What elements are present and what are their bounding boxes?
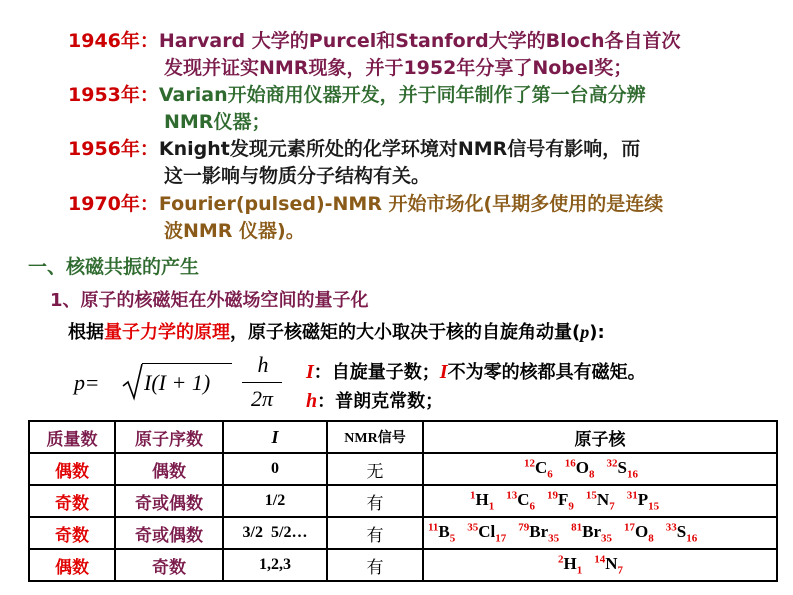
- note-text: ：普朗克常数；: [317, 391, 444, 412]
- nuclide: [467, 521, 507, 545]
- formula-lhs: p: [74, 370, 85, 395]
- mass-number: 35: [467, 521, 479, 534]
- atomic-number: 17: [495, 532, 507, 545]
- para-text: 根据: [68, 322, 104, 343]
- cell-atomic: 奇数: [115, 549, 223, 581]
- history-text: 这一影响与物质分子结构有关。: [164, 165, 431, 187]
- header-spin: I: [223, 421, 327, 453]
- element-symbol: Cl: [478, 522, 496, 542]
- note-text: ：自旋量子数；: [313, 362, 440, 383]
- note-spin: [306, 358, 646, 384]
- nuclide: [594, 553, 624, 577]
- sqrt-sign-icon: [122, 362, 144, 402]
- year-label: 1970年：: [68, 193, 159, 215]
- mass-number: 11: [428, 521, 439, 534]
- nuclide: [624, 521, 654, 545]
- cell-atomic: 奇或偶数: [115, 517, 223, 549]
- element-symbol: O: [575, 458, 590, 478]
- nuclide: [470, 489, 495, 513]
- cell-signal: 有: [327, 549, 423, 581]
- table-row: [29, 453, 777, 485]
- history-1956: [68, 136, 788, 190]
- formula-sqrt: I(I + 1): [144, 370, 211, 395]
- atomic-number: 9: [568, 500, 574, 513]
- atomic-number: 6: [547, 468, 553, 481]
- element-symbol: B: [438, 522, 450, 542]
- atomic-number: 1: [488, 500, 495, 513]
- atomic-number: 8: [589, 468, 595, 481]
- mass-number: 2: [558, 553, 564, 566]
- nuclide: [564, 457, 595, 481]
- element-symbol: N: [605, 554, 618, 574]
- fraction-bar: [242, 382, 282, 383]
- history-text: Fourier(pulsed)-NMR 开始市场化(早期多使用的是连续: [158, 193, 664, 215]
- mass-number: 81: [571, 521, 583, 534]
- element-symbol: P: [637, 490, 649, 510]
- para-var: p: [580, 322, 590, 342]
- header-atomic: 原子序数: [115, 421, 223, 453]
- cell-mass: 偶数: [29, 549, 115, 581]
- history-1970: [68, 191, 788, 245]
- element-symbol: N: [596, 490, 610, 510]
- year-label: 1946年：: [68, 30, 159, 52]
- history-text: Varian开始商用仪器开发，并于同年制作了第一台高分辨: [158, 84, 646, 106]
- mass-number: 19: [547, 489, 559, 502]
- cell-spin: 1,2,3: [223, 549, 327, 581]
- element-symbol: Br: [582, 522, 602, 542]
- nuclide: [606, 457, 638, 481]
- cell-mass: 奇数: [29, 517, 115, 549]
- history-1953: [68, 82, 788, 136]
- intro-paragraph: [68, 318, 605, 344]
- header-mass: 质量数: [29, 421, 115, 453]
- table-header-row: [29, 421, 777, 453]
- cell-signal: 无: [327, 453, 423, 485]
- nuclide: [585, 489, 615, 513]
- history-text: 波NMR 仪器)。: [164, 220, 305, 242]
- cell-nuclei: [423, 549, 777, 581]
- atomic-number: 15: [648, 500, 660, 513]
- year-label: 1956年：: [68, 138, 159, 160]
- cell-nuclei: [423, 485, 777, 517]
- cell-spin: 0: [223, 453, 327, 485]
- element-symbol: C: [535, 458, 548, 478]
- year-label: 1953年：: [68, 84, 159, 106]
- formula-num: h: [257, 352, 269, 377]
- atomic-number: 5: [449, 532, 456, 545]
- history-1946: [68, 28, 788, 82]
- mass-number: 33: [665, 521, 677, 534]
- nuclide: [524, 457, 553, 481]
- atomic-number: 35: [601, 532, 613, 545]
- note-symbol: I: [306, 361, 314, 383]
- mass-number: 13: [506, 489, 518, 502]
- history-text: NMR仪器；: [164, 111, 271, 133]
- para-text: ，原子核磁矩的大小取决于核的自旋角动量(: [230, 322, 581, 343]
- mass-number: 31: [626, 489, 638, 502]
- element-symbol: S: [676, 522, 687, 542]
- mass-number: 17: [624, 521, 636, 534]
- note-symbol: h: [306, 390, 318, 412]
- nuclide: [506, 489, 536, 513]
- para-text: ):: [589, 322, 605, 343]
- table-row: [29, 549, 777, 581]
- formula-eq: =: [86, 370, 99, 395]
- atomic-number: 6: [529, 500, 536, 513]
- header-nuclei: 原子核: [423, 421, 777, 453]
- history-text: 发现并证实NMR现象，并于1952年分享了Nobel奖；: [164, 57, 633, 79]
- cell-signal: 有: [327, 485, 423, 517]
- subsection-title: 1、原子的核磁矩在外磁场空间的量子化: [50, 290, 369, 311]
- table-row: [29, 485, 777, 517]
- cell-nuclei: [423, 453, 777, 485]
- atomic-number: 1: [576, 564, 583, 577]
- sqrt-bar: [142, 363, 232, 364]
- atomic-number: 7: [609, 500, 615, 513]
- cell-atomic: 奇或偶数: [115, 485, 223, 517]
- formula-den: 2π: [250, 386, 274, 411]
- nuclide: [558, 553, 583, 577]
- nuclide: [571, 521, 613, 545]
- nuclide: [626, 489, 660, 513]
- mass-number: 14: [594, 553, 606, 566]
- atomic-number: 7: [617, 564, 624, 577]
- mass-number: 79: [518, 521, 530, 534]
- cell-atomic: 偶数: [115, 453, 223, 485]
- cell-spin: 3/2 5/2…: [223, 517, 327, 549]
- note-symbol: I: [439, 361, 448, 383]
- section-title: 一、核磁共振的产生: [28, 256, 200, 278]
- element-symbol: O: [635, 522, 649, 542]
- element-symbol: C: [517, 490, 530, 510]
- nuclide: [518, 521, 560, 545]
- mass-number: 12: [524, 457, 535, 470]
- cell-nuclei: [423, 517, 777, 549]
- nuclei-table: [28, 420, 778, 582]
- atomic-number: 16: [626, 468, 638, 481]
- atomic-number: 8: [648, 532, 654, 545]
- element-symbol: Br: [529, 522, 549, 542]
- atomic-number: 35: [548, 532, 560, 545]
- cell-mass: 奇数: [29, 485, 115, 517]
- header-signal: NMR信号: [327, 421, 423, 453]
- nuclide: [428, 521, 456, 545]
- note-planck: [306, 387, 443, 413]
- atomic-number: 16: [686, 532, 698, 545]
- cell-signal: 有: [327, 517, 423, 549]
- nuclide: [665, 521, 698, 545]
- mass-number: 32: [606, 457, 618, 470]
- history-text: Harvard 大学的Purcel和Stanford大学的Bloch各自首次: [158, 30, 681, 52]
- element-symbol: H: [475, 490, 489, 510]
- element-symbol: S: [617, 458, 627, 478]
- mass-number: 1: [470, 489, 476, 502]
- cell-spin: 1/2: [223, 485, 327, 517]
- note-text: 不为零的核都具有磁矩。: [447, 362, 646, 383]
- mass-number: 15: [585, 489, 597, 502]
- element-symbol: H: [563, 554, 577, 574]
- spin-formula: [74, 352, 284, 414]
- cell-mass: 偶数: [29, 453, 115, 485]
- nuclide: [547, 489, 574, 513]
- table-row: [29, 517, 777, 549]
- history-text: Knight发现元素所处的化学环境对NMR信号有影响，而: [158, 138, 641, 160]
- element-symbol: F: [558, 490, 569, 510]
- mass-number: 16: [564, 457, 576, 470]
- para-highlight: 量子力学的原理: [104, 322, 230, 343]
